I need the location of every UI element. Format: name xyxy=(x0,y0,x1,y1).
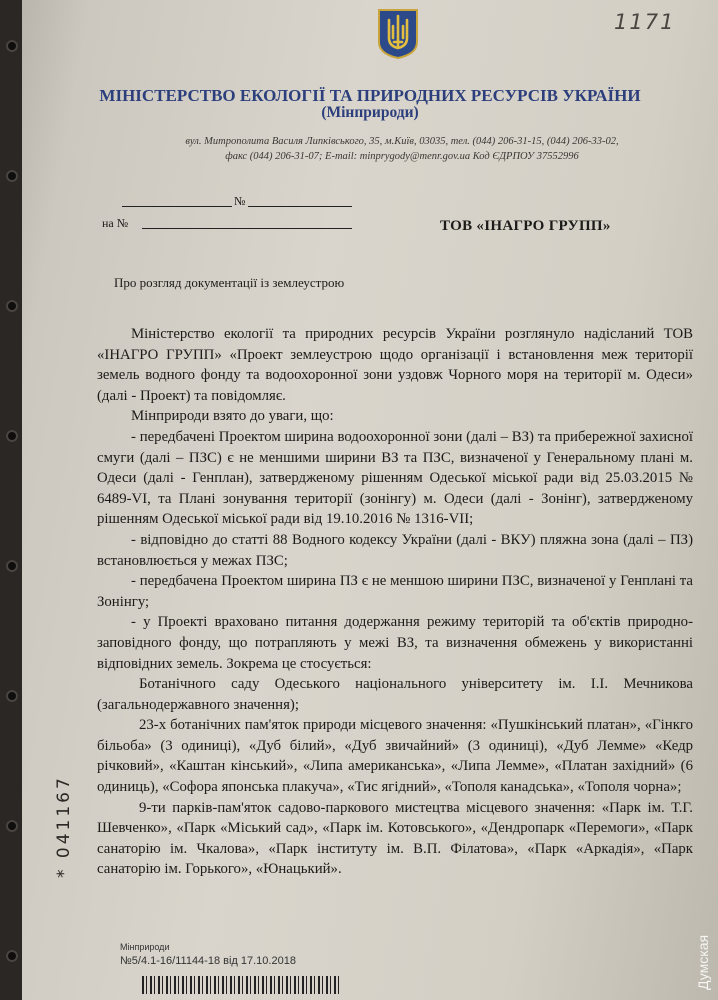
date-line xyxy=(122,206,232,207)
footer-registration: №5/4.1-16/11144-18 від 17.10.2018 xyxy=(120,955,296,967)
body-paragraph: Міністерство екології та природних ресурсів України розглянуло надісланий ТОВ «ІНАГРО ГРУПП» «Проект землеустрою щодо організації і встановлення меж території земель водного фонду та водоохоронної зони уздовж Чорного моря на території м. Одеси» (далі - Проект) та повідомляє. xyxy=(97,326,693,404)
body-paragraph: - відповідно до статті 88 Водного кодексу України (далі - ВКУ) пляжна зона (далі – ПЗ) встановлюється у межах ПЗС; xyxy=(97,531,693,569)
footer-organization: Мінприроди xyxy=(120,942,170,952)
address-line: вул. Митрополита Василя Липківського, 35, м.Київ, 03035, тел. (044) 206-31-15, (044) 206-33-02, xyxy=(185,136,619,147)
on-number-line xyxy=(142,228,352,229)
ministry-short-name: (Мінприроди) xyxy=(321,104,419,121)
binder-hole xyxy=(6,170,18,182)
body-paragraph: 23-х ботанічних пам'яток природи місцевого значення: «Пушкінський платан», «Гінкго більоба» (3 одиниці), «Дуб білий», «Дуб звичайний» (3 одиниці), «Дуб Лемме» «Кедр річковий», «Каштан кінський», «Липа американська», «Липа Лемме», «Платан західний» (6 одиниць), «Софора японська плакуча», «Тис ягідний», «Тополя канадська», «Тополя чорна»; xyxy=(97,717,693,796)
binder-hole xyxy=(6,690,18,702)
letter-body xyxy=(97,324,693,880)
body-paragraph: - передбачена Проектом ширина ПЗ є не меншою ширини ПЗС, визначеної у Генплані та Зонінгу; xyxy=(97,573,693,610)
watermark: Думская xyxy=(695,934,711,990)
binder-hole xyxy=(6,430,18,442)
subject-line: Про розгляд документації із землеустрою xyxy=(114,275,345,290)
page-number: 1171 xyxy=(614,10,676,34)
binder-hole xyxy=(6,300,18,312)
body-paragraph: Ботанічного саду Одеського національного університету ім. І.І. Мечникова (загальнодержавного значення); xyxy=(97,676,693,713)
ministry-address xyxy=(112,134,692,164)
on-number-label: на № xyxy=(102,216,129,230)
number-label: № xyxy=(234,194,246,208)
barcode xyxy=(142,976,342,994)
recipient: ТОВ «ІНАГРО ГРУПП» xyxy=(440,218,611,234)
binder-hole xyxy=(6,40,18,52)
ministry-name: МІНІСТЕРСТВО ЕКОЛОГІЇ ТА ПРИРОДНИХ РЕСУРСІВ УКРАЇНИ xyxy=(99,86,641,105)
binder-hole xyxy=(6,950,18,962)
number-line xyxy=(248,206,352,207)
binder-spine xyxy=(0,0,22,1000)
body-paragraph: - передбачені Проектом ширина водоохоронної зони (далі – ВЗ) та прибережної захисної смуги (далі – ПЗС) є не меншими ширини ВЗ та ПЗС, визначеної у Генеральному плані м. Одеси (далі - Генплан), затвердженому рішенням Одеської міської ради від 25.03.2015 № 6489-VI, та Плані зонування території (зонінгу) м. Одеси (далі - Зонінг), затвердженому рішенням Одеської міської ради від 19.10.2016 № 1316-VII; xyxy=(97,428,693,528)
address-line: факс (044) 206-31-07; E-mail: minprygody@menr.gov.ua Код ЄДРПОУ 37552996 xyxy=(225,151,579,162)
binder-hole xyxy=(6,560,18,572)
binder-hole xyxy=(6,820,18,832)
trident-coat-of-arms-icon xyxy=(377,8,419,60)
body-paragraph: 9-ти парків-пам'яток садово-паркового мистецтва місцевого значення: «Парк ім. Т.Г. Шевченко», «Парк «Міський сад», «Парк ім. Котовського», «Дендропарк «Перемоги», «Парк санаторію ім. Чкалова», «Парк інституту ім. В.П. Філатова», «Парк «Аркадія», «Парк санаторію ім. Горького», «Юнацький». xyxy=(97,799,693,878)
document-page xyxy=(22,0,718,1000)
body-paragraph: Мінприроди взято до уваги, що: xyxy=(131,408,334,425)
body-paragraph: - у Проекті враховано питання додержання режиму територій та об'єктів природно-заповідного фонду, що потрапляють у межі ВЗ, та визначення обмежень у використанні відповідних земель. Зокрема це стосується: xyxy=(97,614,693,672)
registration-number-stamp: * 041167 xyxy=(54,775,74,878)
